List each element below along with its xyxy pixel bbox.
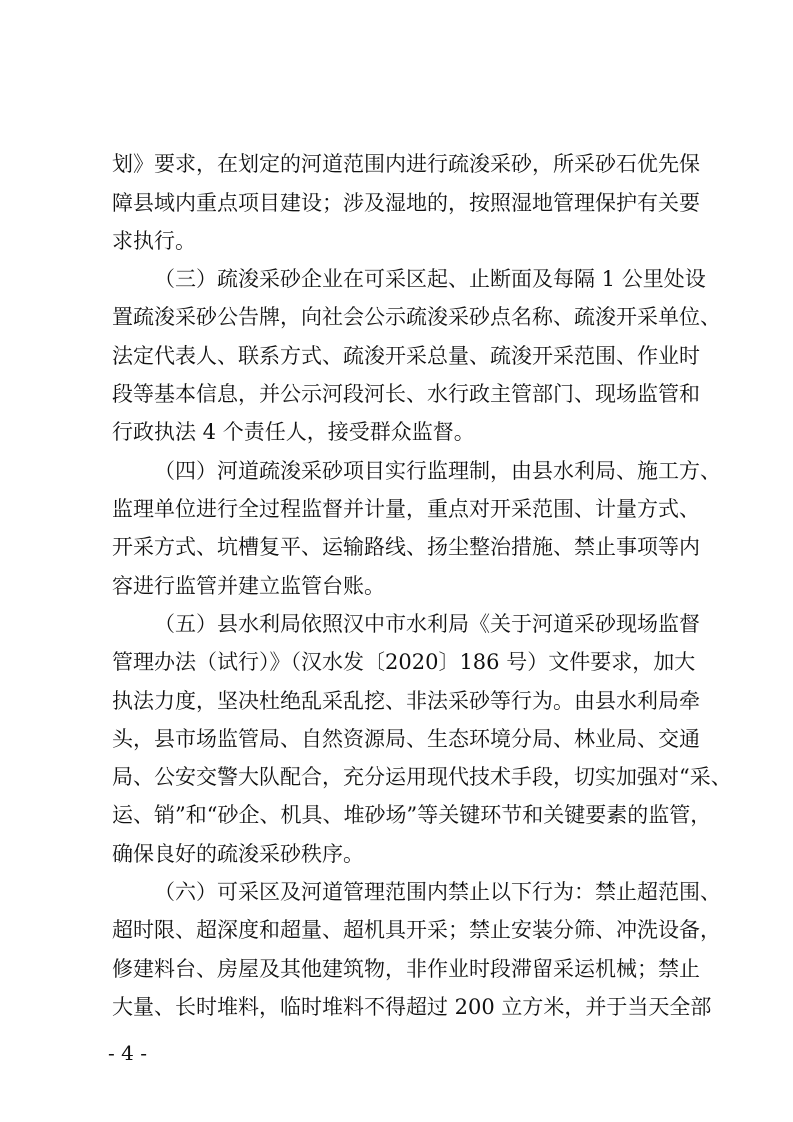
body-line: 运、销”和“砂企、机具、堆砂场”等关键环节和关键要素的监管， [112,803,712,827]
body-line: 执法力度，坚决杜绝乱采乱挖、非法采砂等行为。由县水利局牵 [112,689,700,713]
page-number: - 4 - [108,1041,147,1065]
body-line: 监理单位进行全过程监督并计量，重点对开采范围、计量方式、 [112,497,700,521]
body-line: 行政执法 4 个责任人，接受群众监督。 [112,420,475,444]
paragraph-5-heading-line: （五）县水利局依照汉中市水利局《关于河道采砂现场监督 [154,612,700,636]
body-line: 开采方式、坑槽复平、运输路线、扬尘整治措施、禁止事项等内 [112,535,700,559]
body-line: 划》要求，在划定的河道范围内进行疏浚采砂，所采砂石优先保 [112,152,700,176]
body-line: 管理办法（试行）》（汉水发〔2020〕186 号）文件要求，加大 [112,650,696,674]
body-line: 容进行监管并建立监管台账。 [112,574,385,598]
body-line: 障县域内重点项目建设；涉及湿地的，按照湿地管理保护有关要 [112,191,700,215]
body-line: 头，县市场监管局、自然资源局、生态环境分局、林业局、交通 [112,727,700,751]
body-line: 确保良好的疏浚采砂秩序。 [112,842,364,866]
body-line: 法定代表人、联系方式、疏浚开采总量、疏浚开采范围、作业时 [112,344,700,368]
body-line: 段等基本信息，并公示河段河长、水行政主管部门、现场监管和 [112,382,700,406]
body-line: 求执行。 [112,229,196,253]
body-line: 局、公安交警大队配合，充分运用现代技术手段，切实加强对“采、 [112,765,732,789]
body-line: 超时限、超深度和超量、超机具开采；禁止安装分筛、冲洗设备， [112,918,721,942]
paragraph-6-heading-line: （六）可采区及河道管理范围内禁止以下行为：禁止超范围、 [154,880,721,904]
paragraph-3-heading-line: （三）疏浚采砂企业在可采区起、止断面及每隔 1 公里处设 [154,267,706,291]
body-line: 大量、长时堆料，临时堆料不得超过 200 立方米，并于当天全部 [112,995,712,1019]
paragraph-4-heading-line: （四）河道疏浚采砂项目实行监理制，由县水利局、施工方、 [154,459,721,483]
body-line: 置疏浚采砂公告牌，向社会公示疏浚采砂点名称、疏浚开采单位、 [112,305,721,329]
body-line: 修建料台、房屋及其他建筑物，非作业时段滞留采运机械；禁止 [112,957,700,981]
